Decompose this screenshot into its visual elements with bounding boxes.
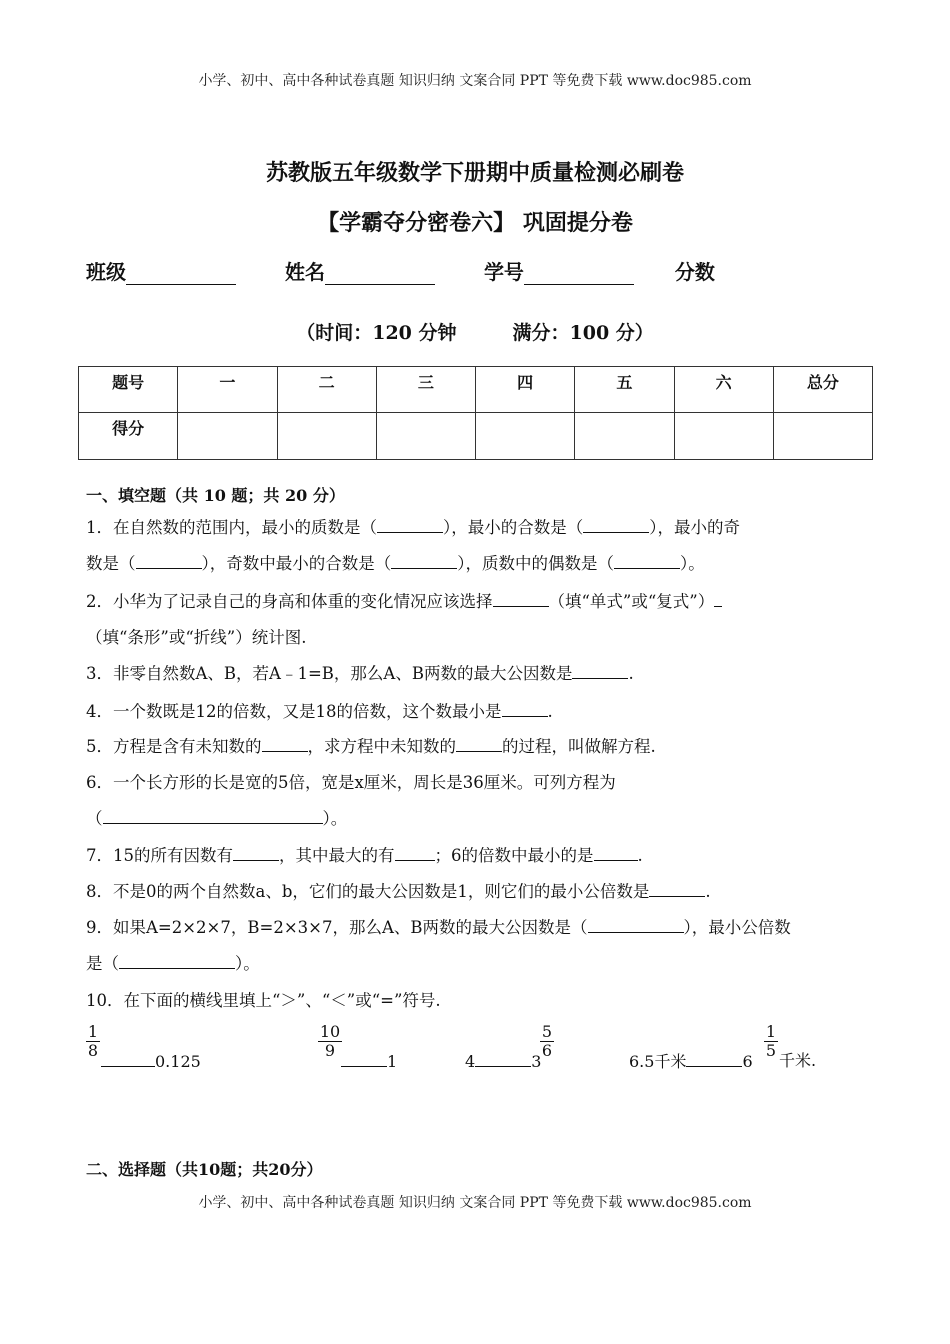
answer-blank[interactable] <box>572 660 628 679</box>
question-3 <box>86 656 876 692</box>
question-text: ）。 <box>322 809 348 828</box>
answer-blank[interactable] <box>391 550 457 569</box>
score-table-header: 四 <box>476 367 575 413</box>
compare-value: 1 <box>387 1052 398 1071</box>
score-table-header: 总分 <box>773 367 872 413</box>
answer-blank[interactable] <box>594 842 638 861</box>
denominator: 5 <box>765 1041 777 1060</box>
question-6-line2 <box>86 801 876 837</box>
question-text: ）。 <box>680 554 705 573</box>
question-text: ），奇数中最小的合数是（ <box>201 554 392 573</box>
score-table-header: 题号 <box>79 367 178 413</box>
answer-blank[interactable] <box>475 1048 531 1067</box>
question-7 <box>86 838 876 874</box>
time-limit: （时间：120 分钟 <box>296 322 457 344</box>
question-text: 7．15的所有因数有 <box>86 846 233 865</box>
question-6-line1 <box>86 765 876 801</box>
question-text: 是（ <box>86 954 119 973</box>
question-text: （填“单式”或“复式”） <box>548 592 715 611</box>
score-table-header: 一 <box>178 367 277 413</box>
answer-blank[interactable] <box>395 842 435 861</box>
denominator: 8 <box>87 1041 99 1060</box>
answer-blank[interactable] <box>686 1048 742 1067</box>
answer-blank[interactable] <box>583 514 649 533</box>
number-blank[interactable] <box>524 264 634 285</box>
exam-title: 苏教版五年级数学下册期中质量检测必刷卷 <box>265 160 684 186</box>
numerator: 1 <box>87 1022 99 1041</box>
answer-blank[interactable] <box>136 550 202 569</box>
mixed-number-whole: 3 <box>531 1052 542 1071</box>
comparison-1 <box>101 1048 201 1071</box>
question-text: 3．非零自然数A、B，若A﹣1=B，那么A、B两数的最大公因数是 <box>86 664 573 683</box>
score-table-header: 二 <box>277 367 376 413</box>
full-score: 满分：100 分） <box>512 322 654 344</box>
name-blank[interactable] <box>325 264 435 285</box>
answer-blank[interactable] <box>262 733 308 752</box>
question-10 <box>86 983 876 1019</box>
score-cell[interactable] <box>476 413 575 460</box>
question-text: . <box>547 702 553 721</box>
question-1-line2 <box>86 546 876 582</box>
answer-blank[interactable] <box>456 733 502 752</box>
question-text: ），最小公倍数 <box>683 918 791 937</box>
question-text: . <box>628 664 634 683</box>
question-text: . <box>637 846 643 865</box>
question-9-line2 <box>86 946 876 982</box>
answer-blank[interactable] <box>103 805 323 824</box>
time-info <box>0 318 950 345</box>
question-8 <box>86 874 876 910</box>
question-text: 数是（ <box>86 554 136 573</box>
numerator: 10 <box>319 1022 341 1041</box>
answer-blank[interactable] <box>588 914 684 933</box>
comparison-4 <box>629 1048 753 1072</box>
question-text: 10．在下面的横线里填上“＞”、“＜”或“=”符号. <box>86 991 441 1010</box>
comparison-4-unit <box>779 1048 816 1071</box>
question-text: ），最小的奇 <box>649 518 740 537</box>
question-text: 6．一个长方形的长是宽的5倍，宽是x厘米，周长是36厘米。可列方程为 <box>86 773 616 792</box>
unit-text: 千米. <box>779 1051 817 1070</box>
score-table-header-row <box>79 367 873 413</box>
class-blank[interactable] <box>126 264 236 285</box>
answer-blank[interactable] <box>714 588 722 607</box>
exam-subtitle: 【学霸夺分密卷六】 巩固提分卷 <box>317 210 633 236</box>
question-4 <box>86 694 876 730</box>
page-footer: 小学、初中、高中各种试卷真题 知识归纳 文案合同 PPT 等免费下载 www.doc985.com <box>198 1195 752 1211</box>
question-2-line2 <box>86 620 876 656</box>
score-table-score-row <box>79 413 873 460</box>
score-cell[interactable] <box>277 413 376 460</box>
denominator: 6 <box>541 1041 553 1060</box>
question-text: 5．方程是含有未知数的 <box>86 737 262 756</box>
question-text: 4．一个数既是12的倍数，又是18的倍数，这个数最小是 <box>86 702 502 721</box>
question-text: ，求方程中未知数的 <box>307 737 456 756</box>
student-info-row <box>86 256 715 285</box>
question-text: 8．不是0的两个自然数a、b，它们的最大公因数是1，则它们的最小公倍数是 <box>86 882 650 901</box>
score-cell[interactable] <box>674 413 773 460</box>
question-text: 2．小华为了记录自己的身高和体重的变化情况应该选择 <box>86 592 493 611</box>
name-label: 姓名 <box>284 260 325 284</box>
page-header: 小学、初中、高中各种试卷真题 知识归纳 文案合同 PPT 等免费下载 www.doc985.com <box>198 73 752 89</box>
answer-blank[interactable] <box>119 950 235 969</box>
comparison-2 <box>341 1048 397 1071</box>
numerator: 1 <box>765 1022 777 1041</box>
section2-title: 二、选择题（共10题；共20分） <box>86 1160 323 1179</box>
question-text: ；6的倍数中最小的是 <box>434 846 594 865</box>
score-table-header: 六 <box>674 367 773 413</box>
mixed-number-whole: 6 <box>742 1052 753 1071</box>
fraction-1-8 <box>86 1023 100 1060</box>
question-2-line1 <box>86 584 876 620</box>
compare-value: 0.125 <box>155 1052 201 1071</box>
compare-value: 4 <box>465 1052 476 1071</box>
question-5 <box>86 729 876 765</box>
question-text: ），质数中的偶数是（ <box>457 554 614 573</box>
question-text: ）。 <box>235 954 260 973</box>
fraction-5-6 <box>540 1023 554 1060</box>
answer-blank[interactable] <box>614 550 680 569</box>
answer-blank[interactable] <box>649 878 705 897</box>
score-table-header: 五 <box>575 367 674 413</box>
comparison-3 <box>465 1048 541 1071</box>
question-1-line1 <box>86 510 876 546</box>
question-text: ），最小的合数是（ <box>443 518 584 537</box>
question-text: ，其中最大的有 <box>279 846 395 865</box>
number-label: 学号 <box>483 260 524 284</box>
score-cell[interactable] <box>178 413 277 460</box>
compare-value: 6.5千米 <box>629 1052 687 1071</box>
question-text: . <box>705 882 711 901</box>
section1-title: 一、填空题（共 10 题；共 20 分） <box>86 486 345 505</box>
fraction-1-5 <box>764 1023 778 1060</box>
question-text: 9．如果A=2×2×7，B=2×3×7，那么A、B两数的最大公因数是（ <box>86 918 588 937</box>
question-text: 1．在自然数的范围内，最小的质数是（ <box>86 518 377 537</box>
fraction-10-9 <box>318 1023 342 1060</box>
score-table-header: 三 <box>376 367 475 413</box>
score-cell[interactable] <box>575 413 674 460</box>
answer-blank[interactable] <box>101 1048 155 1067</box>
answer-blank[interactable] <box>502 698 548 717</box>
question-9-line1 <box>86 910 876 946</box>
denominator: 9 <box>318 1041 342 1060</box>
answer-blank[interactable] <box>377 514 443 533</box>
class-label: 班级 <box>86 260 126 284</box>
answer-blank[interactable] <box>233 842 279 861</box>
score-row-label: 得分 <box>79 413 178 460</box>
score-cell[interactable] <box>376 413 475 460</box>
question-text: （填“条形”或“折线”）统计图. <box>86 628 307 647</box>
answer-blank[interactable] <box>341 1048 387 1067</box>
score-table <box>78 366 873 460</box>
score-label: 分数 <box>674 260 715 284</box>
numerator: 5 <box>541 1022 553 1041</box>
score-cell[interactable] <box>773 413 872 460</box>
question-text: （ <box>86 809 103 828</box>
answer-blank[interactable] <box>493 588 549 607</box>
question-text: 的过程，叫做解方程. <box>502 737 656 756</box>
